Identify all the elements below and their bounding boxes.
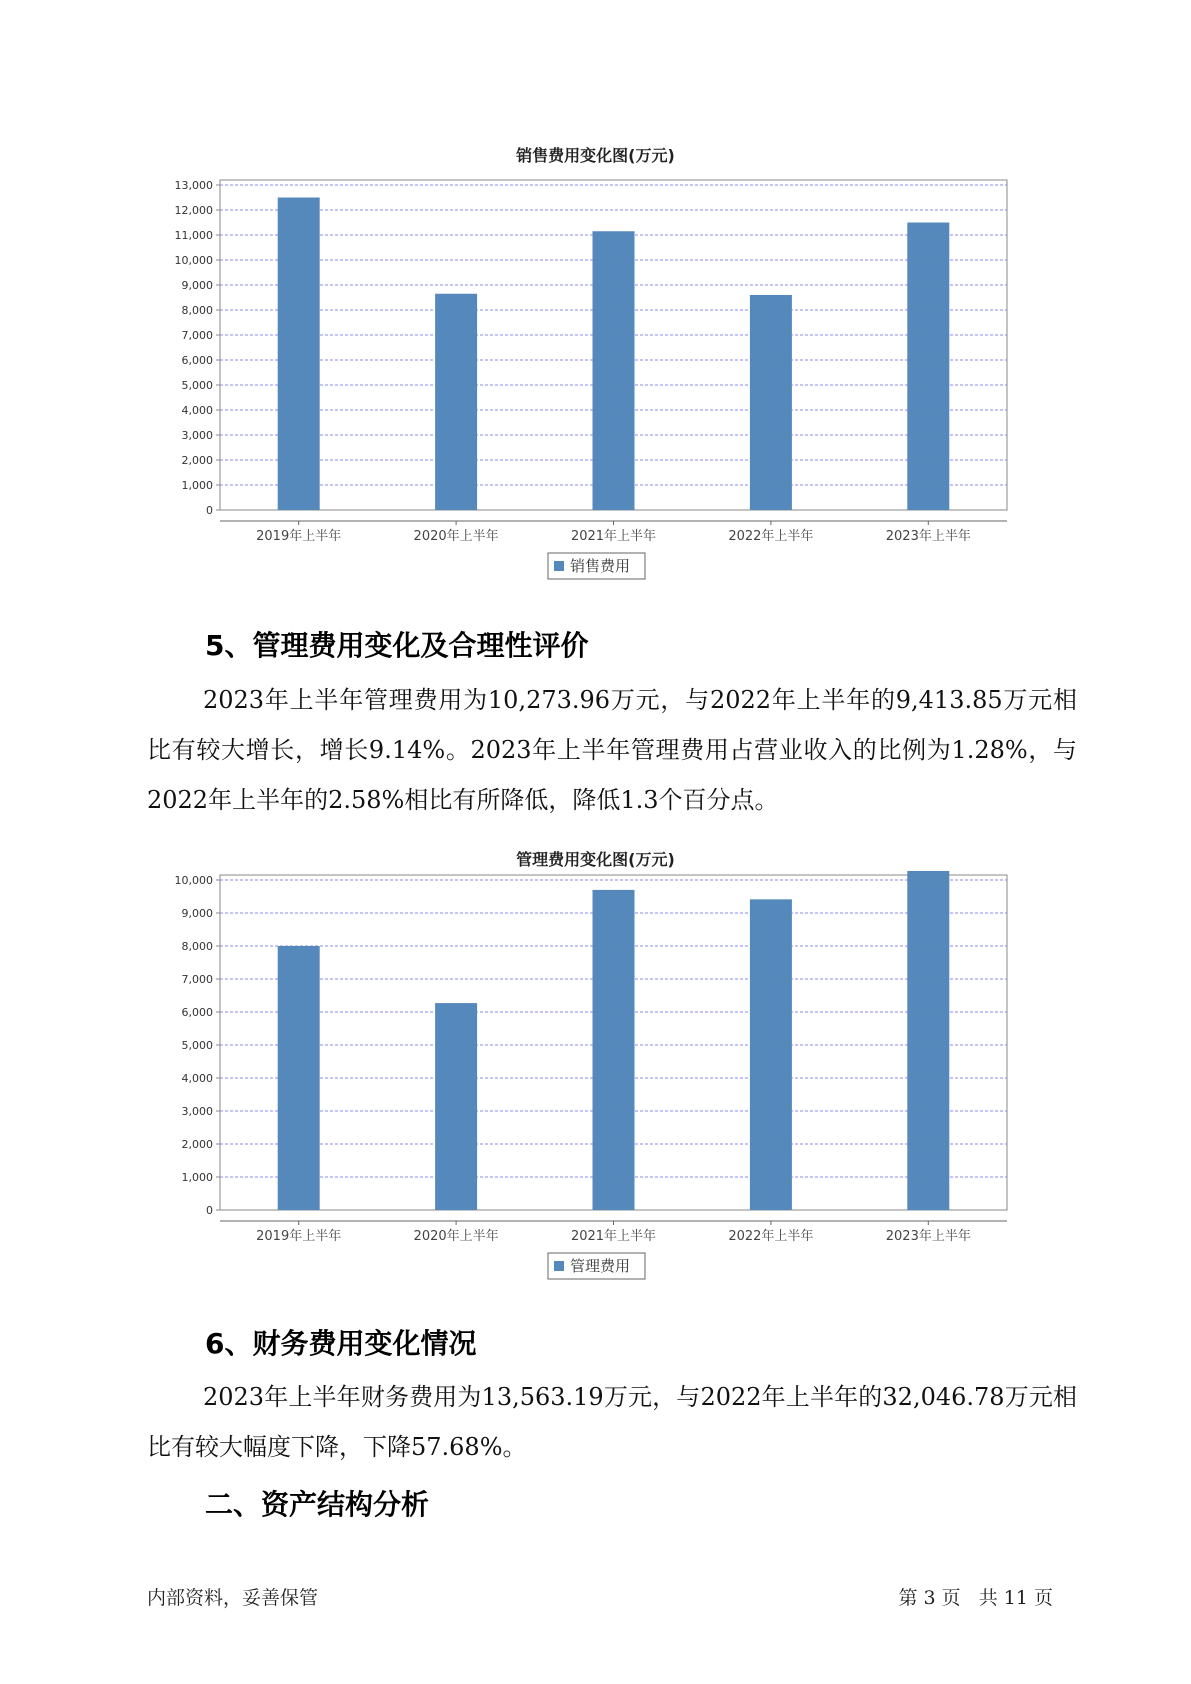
x-tick-label: 2021年上半年 bbox=[570, 529, 657, 544]
section-5-paragraph: 2023年上半年管理费用为10,273.96万元，与2022年上半年的9,413.85万元相比有较大增长，增长9.14%。2023年上半年管理费用占营业收入的比例为1.28%，与2022年上半年的2.58%相比有所降低，降低1.3个百分点。 bbox=[147, 686, 1077, 814]
y-tick-label: 11,000 bbox=[174, 229, 213, 242]
bar bbox=[435, 294, 477, 510]
x-tick-label: 2020年上半年 bbox=[413, 1229, 499, 1244]
bar bbox=[435, 1003, 477, 1210]
legend-label: 管理费用 bbox=[570, 1257, 631, 1275]
section-two-heading: 二、资产结构分析 bbox=[205, 1488, 430, 1521]
bar bbox=[907, 871, 949, 1210]
y-tick-label: 8,000 bbox=[181, 304, 213, 317]
y-tick-label: 3,000 bbox=[181, 429, 213, 442]
bar bbox=[278, 198, 320, 511]
chart-title-admin: 管理费用变化图(万元) bbox=[516, 850, 675, 869]
section-6-heading: 6、财务费用变化情况 bbox=[205, 1327, 477, 1360]
sales-expense-chart bbox=[0, 165, 1191, 585]
y-tick-label: 7,000 bbox=[181, 329, 213, 342]
y-tick-label: 1,000 bbox=[181, 1171, 213, 1184]
bar bbox=[593, 231, 635, 510]
y-tick-label: 13,000 bbox=[174, 179, 213, 192]
y-tick-label: 10,000 bbox=[174, 254, 213, 267]
x-tick-label: 2022年上半年 bbox=[728, 1229, 814, 1244]
bar bbox=[750, 295, 792, 510]
y-tick-label: 9,000 bbox=[181, 907, 213, 920]
section-6-paragraph: 2023年上半年财务费用为13,563.19万元，与2022年上半年的32,046.78万元相比有较大幅度下降，下降57.68%。 bbox=[147, 1383, 1077, 1461]
y-tick-label: 12,000 bbox=[174, 204, 213, 217]
x-tick-label: 2023年上半年 bbox=[885, 529, 971, 544]
y-tick-label: 10,000 bbox=[174, 874, 213, 887]
y-tick-label: 7,000 bbox=[181, 973, 213, 986]
legend-swatch bbox=[554, 561, 564, 571]
chart-title-sales: 销售费用变化图(万元) bbox=[516, 146, 675, 165]
y-tick-label: 4,000 bbox=[181, 404, 213, 417]
y-tick-label: 3,000 bbox=[181, 1105, 213, 1118]
bar bbox=[750, 899, 792, 1210]
y-tick-label: 5,000 bbox=[181, 379, 213, 392]
x-tick-label: 2019年上半年 bbox=[256, 1229, 342, 1244]
bar bbox=[593, 890, 635, 1210]
legend-swatch bbox=[554, 1261, 564, 1271]
y-tick-label: 4,000 bbox=[181, 1072, 213, 1085]
x-tick-label: 2019年上半年 bbox=[256, 529, 342, 544]
y-tick-label: 8,000 bbox=[181, 940, 213, 953]
x-tick-label: 2020年上半年 bbox=[413, 529, 499, 544]
footer-confidential-note: 内部资料，妥善保管 bbox=[147, 1587, 319, 1609]
y-tick-label: 2,000 bbox=[181, 1138, 213, 1151]
y-tick-label: 6,000 bbox=[181, 354, 213, 367]
y-tick-label: 2,000 bbox=[181, 454, 213, 467]
x-tick-label: 2023年上半年 bbox=[885, 1229, 971, 1244]
bar bbox=[907, 223, 949, 511]
y-tick-label: 9,000 bbox=[181, 279, 213, 292]
footer-page-number: 第 3 页 共 11 页 bbox=[898, 1587, 1053, 1609]
bar bbox=[278, 946, 320, 1210]
y-tick-label: 5,000 bbox=[181, 1039, 213, 1052]
x-tick-label: 2021年上半年 bbox=[570, 1229, 657, 1244]
section-5-heading: 5、管理费用变化及合理性评价 bbox=[205, 629, 589, 662]
y-tick-label: 1,000 bbox=[181, 479, 213, 492]
admin-expense-chart bbox=[0, 870, 1191, 1290]
y-tick-label: 0 bbox=[206, 1204, 213, 1217]
legend-label: 销售费用 bbox=[570, 557, 631, 575]
y-tick-label: 6,000 bbox=[181, 1006, 213, 1019]
y-tick-label: 0 bbox=[206, 504, 213, 517]
x-tick-label: 2022年上半年 bbox=[728, 529, 814, 544]
